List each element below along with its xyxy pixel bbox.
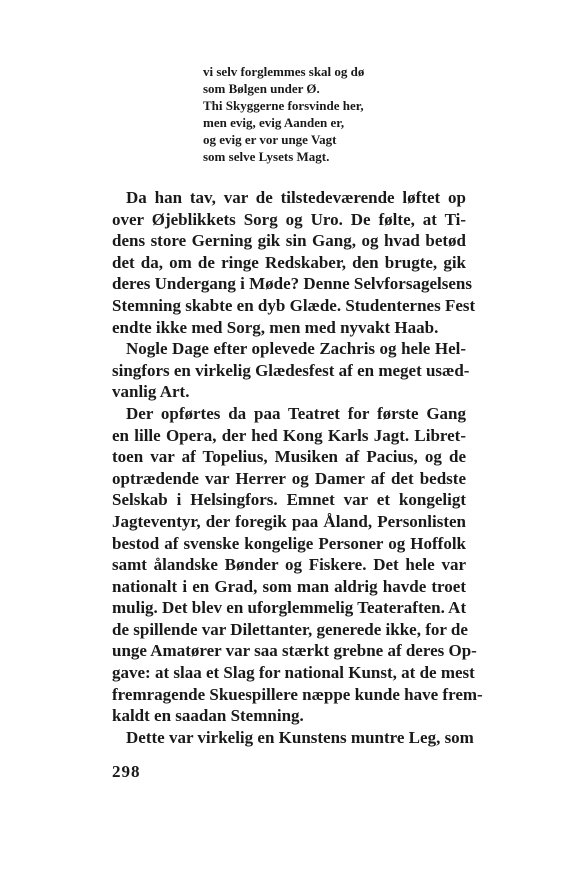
text-line: samt ålandske Bønder og Fiskere. Det hele var: [112, 555, 466, 575]
text-line: endte ikke med Sorg, men med nyvakt Haab.: [112, 317, 439, 337]
text-line: fremragende Skuespillere næppe kunde have frem-: [112, 684, 483, 704]
text-line: det da, om de ringe Redskaber, den brugte, gik: [112, 252, 466, 272]
text-line: Der opførtes da paa Teatret for første Gang: [126, 403, 466, 423]
page-number: 298: [112, 762, 141, 781]
text-line: Dette var virkelig en Kunstens muntre Leg, som: [126, 727, 474, 747]
text-line: Nogle Dage efter oplevede Zachris og hele Hel-: [126, 339, 466, 359]
text-line: gave: at slaa et Slag for national Kunst, at de mest: [112, 663, 475, 683]
poem-line: Thi Skyggerne forsvinde her,: [203, 98, 364, 113]
text-line: kaldt en saadan Stemning.: [112, 706, 304, 726]
text-line: singfors en virkelig Glædesfest af en meget usæd-: [112, 360, 470, 380]
text-line: Stemning skabte en dyb Glæde. Studenternes Fest: [112, 295, 476, 315]
text-line: dens store Gerning gik sin Gang, og hvad betød: [112, 231, 466, 251]
text-line: nationalt i en Grad, som man aldrig havde troet: [112, 576, 466, 596]
text-line: over Øjeblikkets Sorg og Uro. De følte, at Ti-: [112, 209, 466, 229]
poem-line: vi selv forglemmes skal og dø: [203, 64, 365, 79]
text-line: optrædende var Herrer og Damer af det bedste: [112, 468, 466, 488]
text-line: toen var af Topelius, Musiken af Pacius, og de: [112, 447, 466, 467]
poem-line: og evig er vor unge Vagt: [203, 132, 337, 147]
poem-line: som Bølgen under Ø.: [203, 81, 320, 96]
text-line: deres Undergang i Møde? Denne Selvforsagelsens: [112, 274, 472, 294]
poem-line: men evig, evig Aanden er,: [203, 115, 345, 130]
text-line: Da han tav, var de tilstedeværende løftet op: [126, 188, 466, 207]
poem-stanza: [203, 63, 463, 165]
text-line: de spillende var Dilettanter, generede ikke, for de: [112, 619, 468, 639]
text-line: mulig. Det blev en uforglemmelig Teateraften. At: [112, 598, 467, 618]
text-line: unge Amatører var saa stærkt grebne af deres Op-: [112, 641, 477, 661]
poem-line: som selve Lysets Magt.: [203, 149, 330, 164]
text-line: en lille Opera, der hed Kong Karls Jagt. Libret-: [112, 425, 466, 445]
text-line: Selskab i Helsingfors. Emnet var et kongeligt: [112, 490, 466, 510]
text-line: bestod af svenske kongelige Personer og Hoffolk: [112, 533, 466, 553]
text-line: Jagteventyr, der foregik paa Åland, Personlisten: [112, 511, 466, 531]
body-text: [112, 187, 483, 748]
text-line: vanlig Art.: [112, 382, 190, 402]
